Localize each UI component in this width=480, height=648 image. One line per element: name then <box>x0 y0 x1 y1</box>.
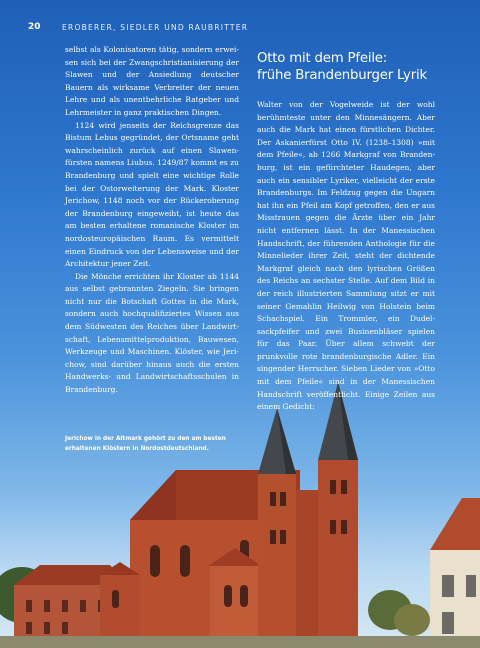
section-heading-line-2: frühe Brandenburger Lyrik <box>257 68 427 83</box>
page-number: 20 <box>28 22 41 32</box>
twin-towers <box>258 382 358 648</box>
ground <box>0 636 480 648</box>
right-text-column <box>257 99 435 414</box>
running-head <box>0 0 480 50</box>
photo-caption: Jerichow in der Altmark gehört zu den am besten erhaltenen Klöstern in Nordostdeutschland. <box>65 436 226 452</box>
running-title: EROBERER, SIEDLER UND RAUBRITTER <box>62 23 249 32</box>
section-heading <box>257 50 437 84</box>
left-paragraph-3: Die Mönche errichten ihr Kloster ab 1144 aus selbst gebrannten Ziegeln. Sie bringen nicht nur die Botschaft Gottes in die Mark, sondern auch hochqualifiziertes Wissen aus dem Südwesten des Reiches über Landwirtschaft, Lebensmittelproduktion, Bauwesen, Werkzeuge und Maschinen. Klöster, wie Jerichow, sind darüber hinaus auch die ersten Handwerks- und Landwirtschaftsschulen in Brandenburg. <box>65 271 239 395</box>
left-paragraph-1: selbst als Kolonisatoren tätig, sondern erweisen sich bei der Zwangschristianisierung der Slawen und der Ansiedlung deutscher Bauern als wirksame Verbreiter der neuen Lehre und als unentbehrliche Ratgeber und Lehrmeister in ganz praktischen Dingen. <box>65 45 239 117</box>
right-house <box>430 498 480 648</box>
left-paragraph-2: 1124 wird jenseits der Reichsgrenze das Bistum Lebus gegründet, der Ortsname geht wahrscheinlich zurück auf einen Slawenfürsten namens Liubus. 1249/87 kommt es zu Brandenburg und spielt eine wichtige Rolle bei der Ostorweiterung der Mark. Kloster Jerichow, 1148 noch vor der Rückeroberung der Brandenburg eingeweiht, ist heute das am besten erhaltene romanische Kloster im nordosteuropäischen Raum. Es vermittelt einen Eindruck von der Lebensweise und der Architektur jener Zeit. <box>65 120 239 269</box>
section-heading-line-1: Otto mit dem Pfeile: <box>257 51 388 66</box>
left-text-column <box>65 44 239 397</box>
right-paragraph: Walter von der Vogelweide ist der wohl berühmteste unter den Minnesängern. Aber auch die Mark hat einen fürstlichen Dichter. Der Askanierfürst Otto IV. (1238–1308) »mit dem Pfeile«, ab 1266 Markgraf von Brandenburg, ist ein gefürchteter Haudegen, aber auch ein sensibler Lyriker, vielleicht der erste Brandenburgs. Im Feldzug gegen die Ungarn hat ihn ein Pfeil am Kopf getroffen, den er aus Misstrauen gegen die Ärzte über ein Jahr nicht entfernen lässt. In der Manessischen Handschrift, der führenden Anthologie für die Minnelieder ihrer Zeit, steht der dichtende Markgraf gleich nach den lyrischen Größen des Reichs an sechster Stelle. Auf dem Bild in der reich illustrierten Sammlung sitzt er mit seiner Gemahlin Heilwig von Holstein beim Schachspiel. Ein Trommler, ein Dudelsackpfeifer und zwei Businenbläser spielen für das Paar. Über allem schwebt der prunkvolle rote brandenburgische Adler. Ein singender Herrscher. Sieben Lieder von »Otto mit dem Pfeile« sind in der Manessischen Handschrift veröffentlicht. Einige Zeilen aus einem Gedicht: <box>257 100 435 412</box>
